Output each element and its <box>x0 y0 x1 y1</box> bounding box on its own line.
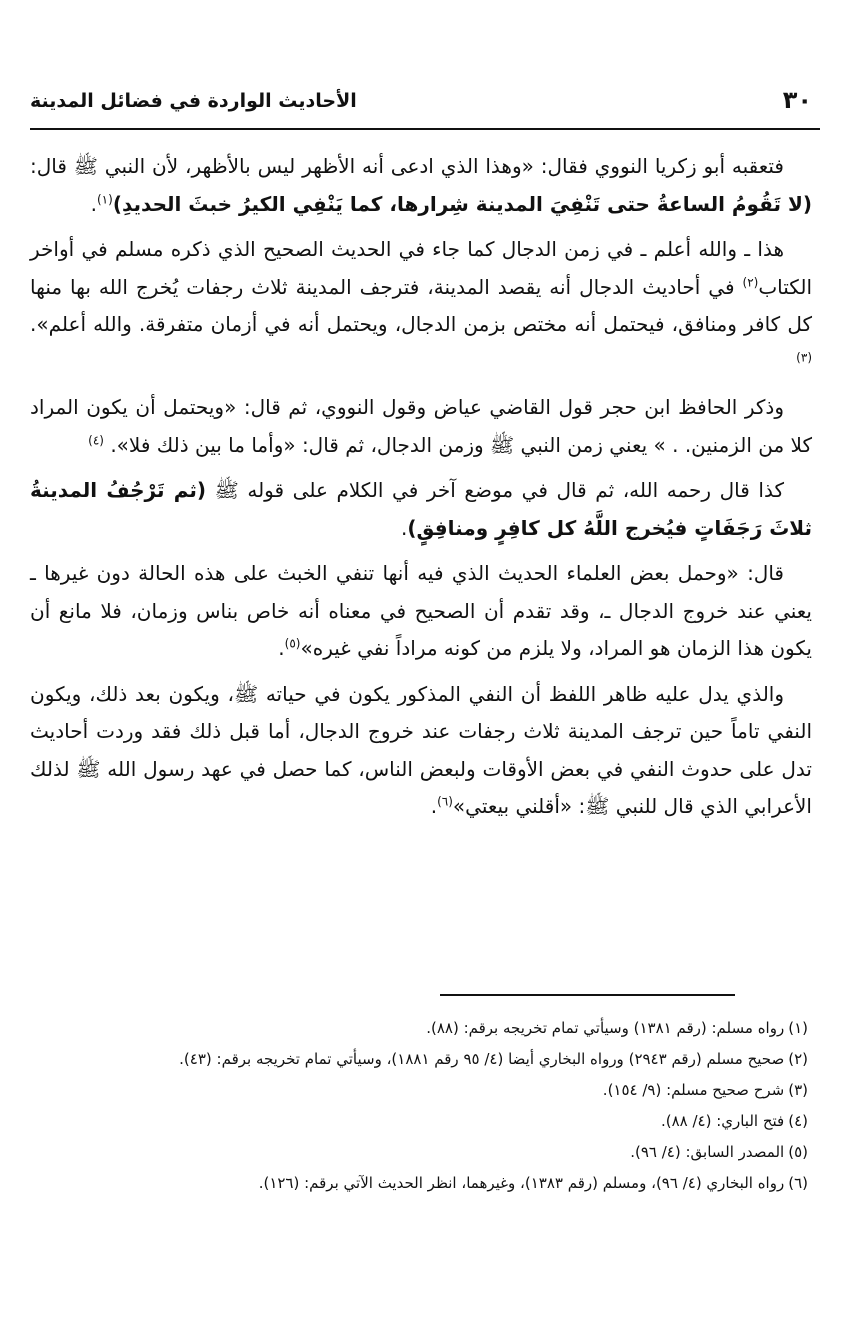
footnote-number: (١) <box>788 1019 808 1037</box>
footnote-text: المصدر السابق: (٤/ ٩٦). <box>630 1143 785 1161</box>
footnote-ref-2[interactable]: (٢) <box>742 274 759 289</box>
hadith-quote: (لا تَقُومُ الساعةُ حتى تَنْفِيَ المدينة شِرارها، كما يَنْفِي الكيرُ خبثَ الحديدِ) <box>112 191 812 216</box>
running-header <box>30 80 820 126</box>
running-title: الأحاديث الواردة في فضائل المدينة <box>30 90 357 112</box>
paragraph-text: فتعقبه أبو زكريا النووي فقال: «وهذا الذي ادعى أنه الأظهر ليس بالأظهر، لأن النبي ﷺ قال: <box>30 154 784 178</box>
footnote-text: رواه البخاري (٤/ ٩٦)، ومسلم (رقم ١٣٨٣)، وغيرهما، انظر الحديث الآتي برقم: (١٢٦). <box>258 1174 785 1192</box>
paragraph-text: . <box>278 636 285 660</box>
paragraph-2 <box>30 231 812 381</box>
footnote-ref-3[interactable]: (٣) <box>796 349 812 364</box>
hadith-quote: (ثم تَرْجُفُ المدينةُ ثلاثَ رَجَفَاتٍ فيُخرج اللَّهُ كل كافِرٍ ومنافِقٍ) <box>30 478 812 540</box>
footnote-number: (٦) <box>788 1174 808 1192</box>
page-number: ٣٠ <box>782 86 812 114</box>
paragraph-5 <box>30 555 812 668</box>
footnote-ref-6[interactable]: (٦) <box>437 794 453 809</box>
footnote-number: (٣) <box>788 1081 808 1099</box>
footnote-number: (٢) <box>788 1050 808 1068</box>
footnote-ref-4[interactable]: (٤) <box>88 432 104 447</box>
footnote-5 <box>30 1138 808 1166</box>
paragraph-text: كذا قال رحمه الله، ثم قال في موضع آخر في الكلام على قوله ﷺ <box>206 478 784 502</box>
paragraph-text: هذا ـ والله أعلم ـ في زمن الدجال كما جاء في الحديث الصحيح الذي ذكره مسلم في أواخر الكتاب <box>30 237 812 299</box>
footnote-text: فتح الباري: (٤/ ٨٨). <box>660 1112 785 1130</box>
footnote-text: صحيح مسلم (رقم ٢٩٤٣) ورواه البخاري أيضا (٤/ ٩٥ رقم ١٨٨١)، وسيأتي تمام تخريجه برقم: (٤٣). <box>179 1050 785 1068</box>
footnote-text: شرح صحيح مسلم: (٩/ ١٥٤). <box>602 1081 785 1099</box>
paragraph-text: في أحاديث الدجال أنه يقصد المدينة، فترجف المدينة ثلاث رجفات يُخرج الله بها منها كل كافر ومنافق، فيحتمل أنه مختص بزمن الدجال، ويحتمل أنه في أزمان متفرقة. والله أعلم». <box>30 274 812 336</box>
footnote-ref-1[interactable]: (١) <box>96 191 113 206</box>
paragraph-text: . <box>90 191 97 216</box>
footnotes <box>30 1014 808 1200</box>
footnote-number: (٥) <box>788 1143 808 1161</box>
paragraph-text: . <box>430 794 438 818</box>
footnote-2 <box>30 1045 808 1073</box>
footnote-number: (٤) <box>788 1112 808 1130</box>
paragraph-text: . <box>401 515 408 540</box>
footnote-divider <box>440 994 735 996</box>
footnote-4 <box>30 1107 808 1135</box>
paragraph-1 <box>30 148 812 223</box>
footnote-text: رواه مسلم: (رقم ١٣٨١) وسيأتي تمام تخريجه برقم: (٨٨). <box>426 1019 785 1037</box>
paragraph-6 <box>30 676 812 826</box>
footnote-6 <box>30 1169 808 1197</box>
header-divider <box>30 128 820 130</box>
footnote-1 <box>30 1014 808 1042</box>
paragraph-text: وذكر الحافظ ابن حجر قول القاضي عياض وقول النووي، ثم قال: «ويحتمل أن يكون المراد كلا من الزمنين. . » يعني زمن النبي ﷺ وزمن الدجال، ثم قال: «وأما ما بين ذلك فلا». <box>30 395 812 457</box>
paragraph-text: والذي يدل عليه ظاهر اللفظ أن النفي المذكور يكون في حياته ﷺ، ويكون بعد ذلك، ويكون النفي تاماً حين ترجف المدينة ثلاث رجفات عند خروج الدجال، أما قبل ذلك فقد وردت أحاديث تدل على حدوث النفي في بعض الأوقات ولبعض الناس، كما حصل في عهد رسول الله ﷺ لذلك الأعرابي الذي قال للنبي ﷺ: «أقلني بيعتي» <box>30 681 812 818</box>
footnote-3 <box>30 1076 808 1104</box>
paragraph-3 <box>30 389 812 464</box>
paragraph-text: قال: «وحمل بعض العلماء الحديث الذي فيه أنها تنفي الخبث على هذه الحالة دون غيرها ـ يعني عند خروج الدجال ـ، وقد تقدم أن الصحيح في معناه أنه خاص بناس وزمان، فلا مانع أن يكون هذا الزمان هو المراد، ولا يلزم من كونه مراداً نفي غيره» <box>30 561 812 660</box>
main-text <box>30 148 812 834</box>
footnote-ref-5[interactable]: (٥) <box>284 636 301 651</box>
paragraph-4 <box>30 472 812 547</box>
